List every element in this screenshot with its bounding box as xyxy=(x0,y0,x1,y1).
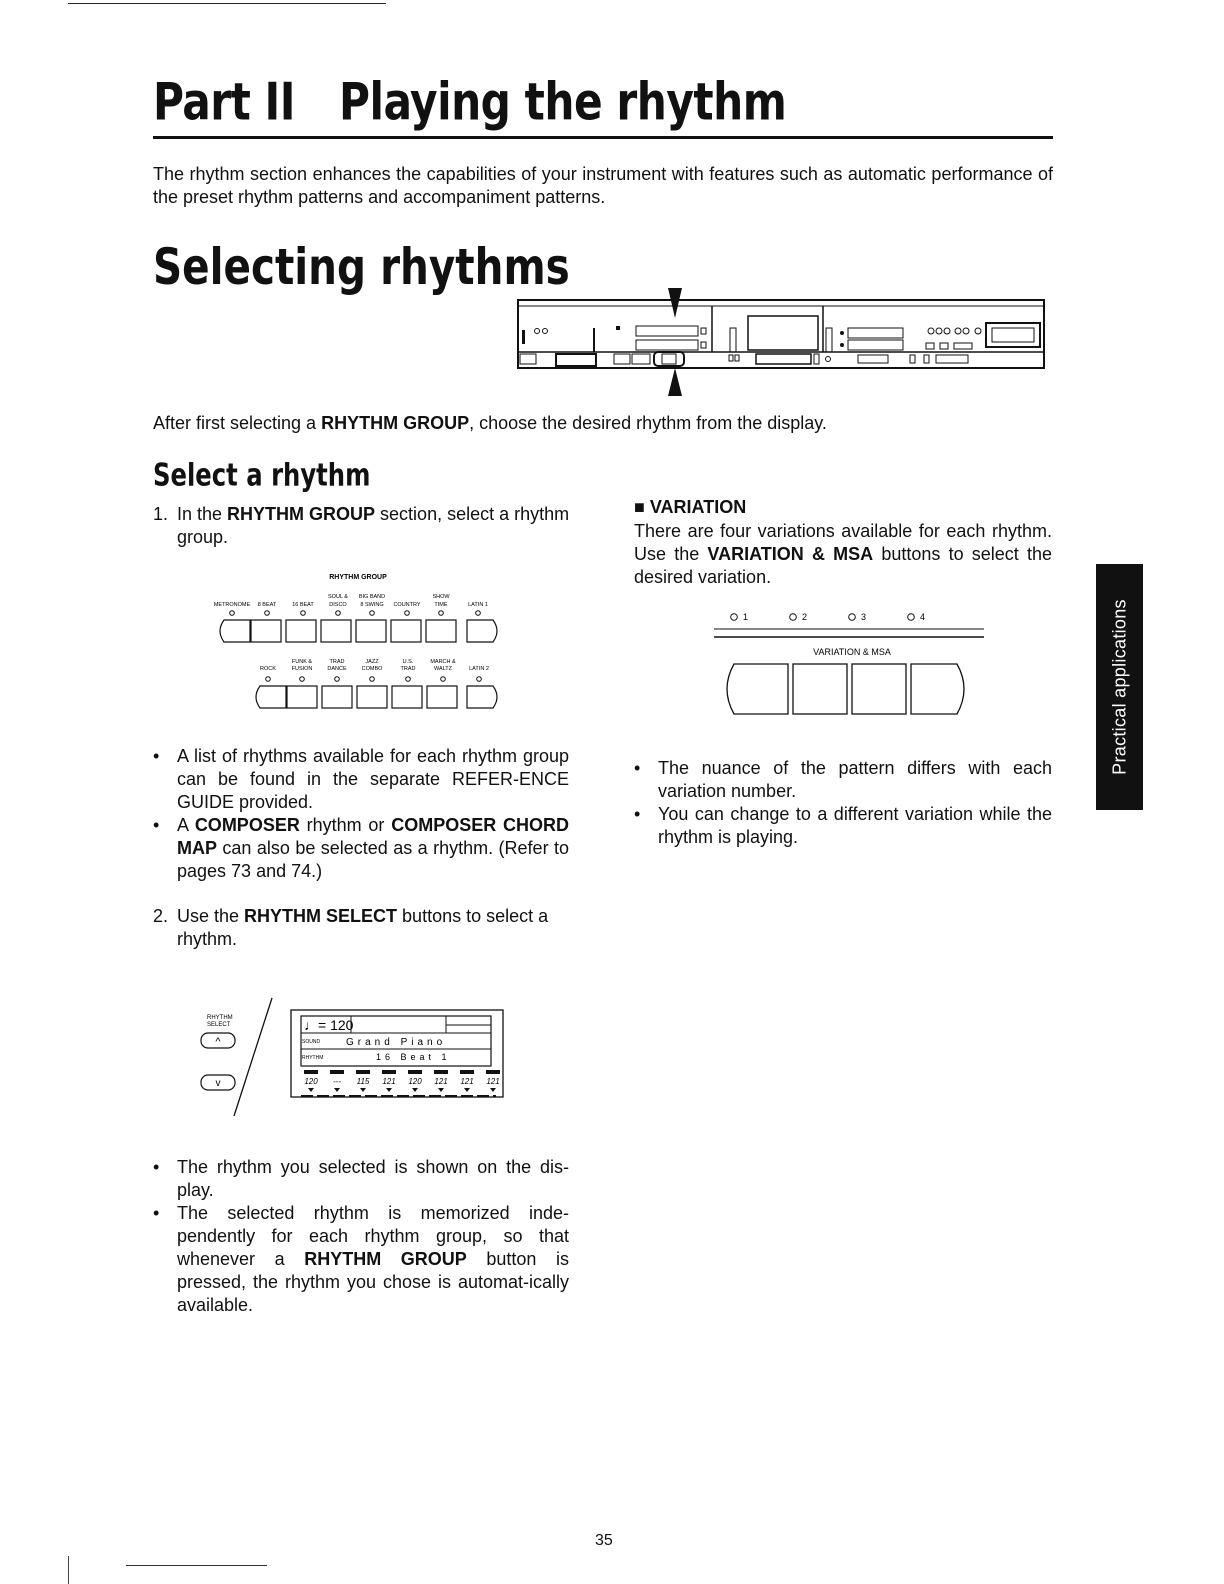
part-value: 121 xyxy=(382,1077,396,1086)
variation-4-button xyxy=(911,664,964,714)
down-triangle-icon xyxy=(412,1088,418,1092)
part-indicator xyxy=(304,1070,318,1074)
variation-2-button xyxy=(793,664,847,714)
bottom-rule xyxy=(126,1565,267,1566)
down-triangle-icon xyxy=(490,1088,496,1092)
variation-led xyxy=(908,614,915,621)
rhythm-group-label-top: BIG BAND xyxy=(358,594,386,600)
subsection-title: Select a rhythm xyxy=(153,458,371,494)
list-item: • A COMPOSER rhythm or COMPOSER CHORD MAP can also be selected as a rhythm. (Refer to pages 73 and 74.) xyxy=(153,814,569,883)
part-value: 121 xyxy=(486,1077,500,1086)
down-triangle-icon xyxy=(438,1088,444,1092)
rhythm-group-label-top: SOUL & xyxy=(328,594,348,600)
rhythm-group-label: 8 SWING xyxy=(360,602,384,608)
rhythm-group-label-top: TRAD xyxy=(329,659,345,665)
part-value: 120 xyxy=(408,1077,422,1086)
margin-mark xyxy=(68,1556,69,1584)
led-indicator xyxy=(301,611,306,616)
part-value: 120 xyxy=(304,1077,318,1086)
part-indicator xyxy=(434,1070,448,1074)
rhythm-name: 16 Beat 1 xyxy=(376,1052,451,1062)
rhythm-group-button xyxy=(426,620,456,642)
led-indicator xyxy=(439,611,444,616)
list-item: • The nuance of the pattern differs with each variation number. xyxy=(634,757,1052,803)
rhythm-group-button xyxy=(256,686,286,708)
led-indicator xyxy=(441,677,446,682)
rhythm-group-label: LATIN 2 xyxy=(469,666,489,672)
part-value: 115 xyxy=(356,1077,370,1086)
rhythm-group-label: 16 BEAT xyxy=(292,602,314,608)
sound-label: SOUND xyxy=(302,1039,321,1045)
led-indicator xyxy=(406,677,411,682)
rhythm-group-button xyxy=(322,686,352,708)
led-indicator xyxy=(336,611,341,616)
led-indicator xyxy=(300,677,305,682)
rhythm-group-button xyxy=(356,620,386,642)
variation-msa-panel xyxy=(712,605,992,720)
rhythm-group-label-top: FUNK & xyxy=(291,659,313,665)
side-tab[interactable]: Practical applications xyxy=(1096,564,1143,810)
variation-text: There are four variations available for each rhythm. Use the VARIATION & MSA buttons to select the desired variation. xyxy=(634,521,1053,587)
bullet-list-2 xyxy=(153,1156,569,1317)
variation-number: 4 xyxy=(920,612,926,622)
top-rule xyxy=(68,3,386,4)
rhythm-group-button xyxy=(391,620,421,642)
rhythm-group-label: COMBO xyxy=(361,666,383,672)
list-item: • The selected rhythm is memorized inde-pendently for each rhythm group, so that whenever a RHYTHM GROUP button is pressed, the rhythm you chose is automat-ically available. xyxy=(153,1202,569,1317)
rhythm-group-label: METRONOME xyxy=(213,602,251,608)
list-item: • The rhythm you selected is shown on the dis-play. xyxy=(153,1156,569,1202)
part-indicator xyxy=(486,1070,500,1074)
variation-3-button xyxy=(852,664,906,714)
rhythm-group-label: WALTZ xyxy=(433,666,453,672)
rhythm-group-button xyxy=(286,620,316,642)
part-value: --- xyxy=(333,1077,341,1086)
rhythm-select-label: RHYTHM xyxy=(207,1015,233,1021)
rhythm-group-label-top: U.S. xyxy=(402,659,414,665)
square-bullet-icon: ■ xyxy=(634,497,650,517)
down-triangle-icon xyxy=(386,1088,392,1092)
led-indicator xyxy=(477,677,482,682)
rhythm-group-label: TIME xyxy=(434,602,448,608)
part-indicator xyxy=(460,1070,474,1074)
up-arrow-icon: ^ xyxy=(215,1036,221,1048)
down-triangle-icon xyxy=(308,1088,314,1092)
variation-panel-label: VARIATION & MSA xyxy=(813,647,891,657)
svg-text:SELECT: SELECT xyxy=(207,1022,231,1028)
rhythm-group-button xyxy=(251,620,281,642)
list-item: • You can change to a different variation while the rhythm is playing. xyxy=(634,803,1052,849)
rhythm-group-title: RHYTHM GROUP xyxy=(329,574,387,581)
part-value: 121 xyxy=(434,1077,448,1086)
section-title: Selecting rhythms xyxy=(153,238,570,297)
led-indicator xyxy=(335,677,340,682)
down-triangle-icon xyxy=(334,1088,340,1092)
rhythm-group-label-top: SHOW xyxy=(432,594,450,600)
variation-number: 2 xyxy=(802,612,808,622)
rhythm-label: RHYTHM xyxy=(302,1055,324,1061)
intro-paragraph: The rhythm section enhances the capabilities of your instrument with features such as automatic performance of the preset rhythm patterns and accompaniment patterns. xyxy=(153,164,1053,207)
rhythm-group-label: FUSION xyxy=(291,666,313,672)
title-rule xyxy=(153,136,1053,139)
rhythm-group-label-top: JAZZ xyxy=(365,659,379,665)
rhythm-group-label: 8 BEAT xyxy=(257,602,277,608)
variation-led xyxy=(731,614,738,621)
rhythm-group-button xyxy=(357,686,387,708)
rhythm-group-button xyxy=(321,620,351,642)
bullet-list-1 xyxy=(153,745,569,883)
panel-overview-diagram xyxy=(516,288,1046,400)
rhythm-group-button xyxy=(467,686,497,708)
bullet-list-3 xyxy=(634,757,1052,849)
variation-led xyxy=(849,614,856,621)
variation-led xyxy=(790,614,797,621)
rhythm-group-label-top: MARCH & xyxy=(430,659,456,665)
part-value: 121 xyxy=(460,1077,474,1086)
tempo-readout: ♩= 120 xyxy=(304,1017,354,1033)
variation-1-button xyxy=(727,664,788,714)
variation-number: 3 xyxy=(861,612,867,622)
rhythm-group-label: TRAD xyxy=(400,666,416,672)
part-indicator xyxy=(356,1070,370,1074)
down-arrow-icon: v xyxy=(215,1078,221,1089)
sound-name: Grand Piano xyxy=(346,1037,447,1048)
led-indicator xyxy=(405,611,410,616)
led-indicator xyxy=(370,611,375,616)
rhythm-group-label: LATIN 1 xyxy=(468,602,488,608)
after-text: After first selecting a RHYTHM GROUP, choose the desired rhythm from the display. xyxy=(153,413,827,433)
variation-number: 1 xyxy=(743,612,749,622)
variation-heading: ■ VARIATION xyxy=(634,497,747,517)
rhythm-group-button xyxy=(427,686,457,708)
led-indicator xyxy=(476,611,481,616)
down-triangle-icon xyxy=(464,1088,470,1092)
rhythm-group-panel xyxy=(210,568,510,723)
rhythm-group-button xyxy=(287,686,317,708)
part-indicator xyxy=(330,1070,344,1074)
part-indicator xyxy=(408,1070,422,1074)
rhythm-group-label: COUNTRY xyxy=(393,602,421,608)
rhythm-group-label: ROCK xyxy=(260,666,276,672)
rhythm-group-button xyxy=(467,620,497,642)
rhythm-group-button xyxy=(392,686,422,708)
led-indicator xyxy=(230,611,235,616)
rhythm-group-label: DISCO xyxy=(329,602,347,608)
part-indicator xyxy=(382,1070,396,1074)
step-1: 1. In the RHYTHM GROUP section, select a rhythm group. xyxy=(153,504,570,547)
led-indicator xyxy=(266,677,271,682)
rhythm-group-label: DANCE xyxy=(327,666,347,672)
rhythm-group-button xyxy=(220,620,250,642)
list-item: • A list of rhythms available for each rhythm group can be found in the separate REFER-ENCE GUIDE provided. xyxy=(153,745,569,814)
step-2: 2. Use the RHYTHM SELECT buttons to select a rhythm. xyxy=(153,906,549,949)
down-triangle-icon xyxy=(360,1088,366,1092)
led-indicator xyxy=(265,611,270,616)
rhythm-select-display-diagram xyxy=(196,996,508,1120)
part-title: Part II Playing the rhythm xyxy=(153,72,787,133)
page-number: 35 xyxy=(595,1532,613,1549)
led-indicator xyxy=(370,677,375,682)
